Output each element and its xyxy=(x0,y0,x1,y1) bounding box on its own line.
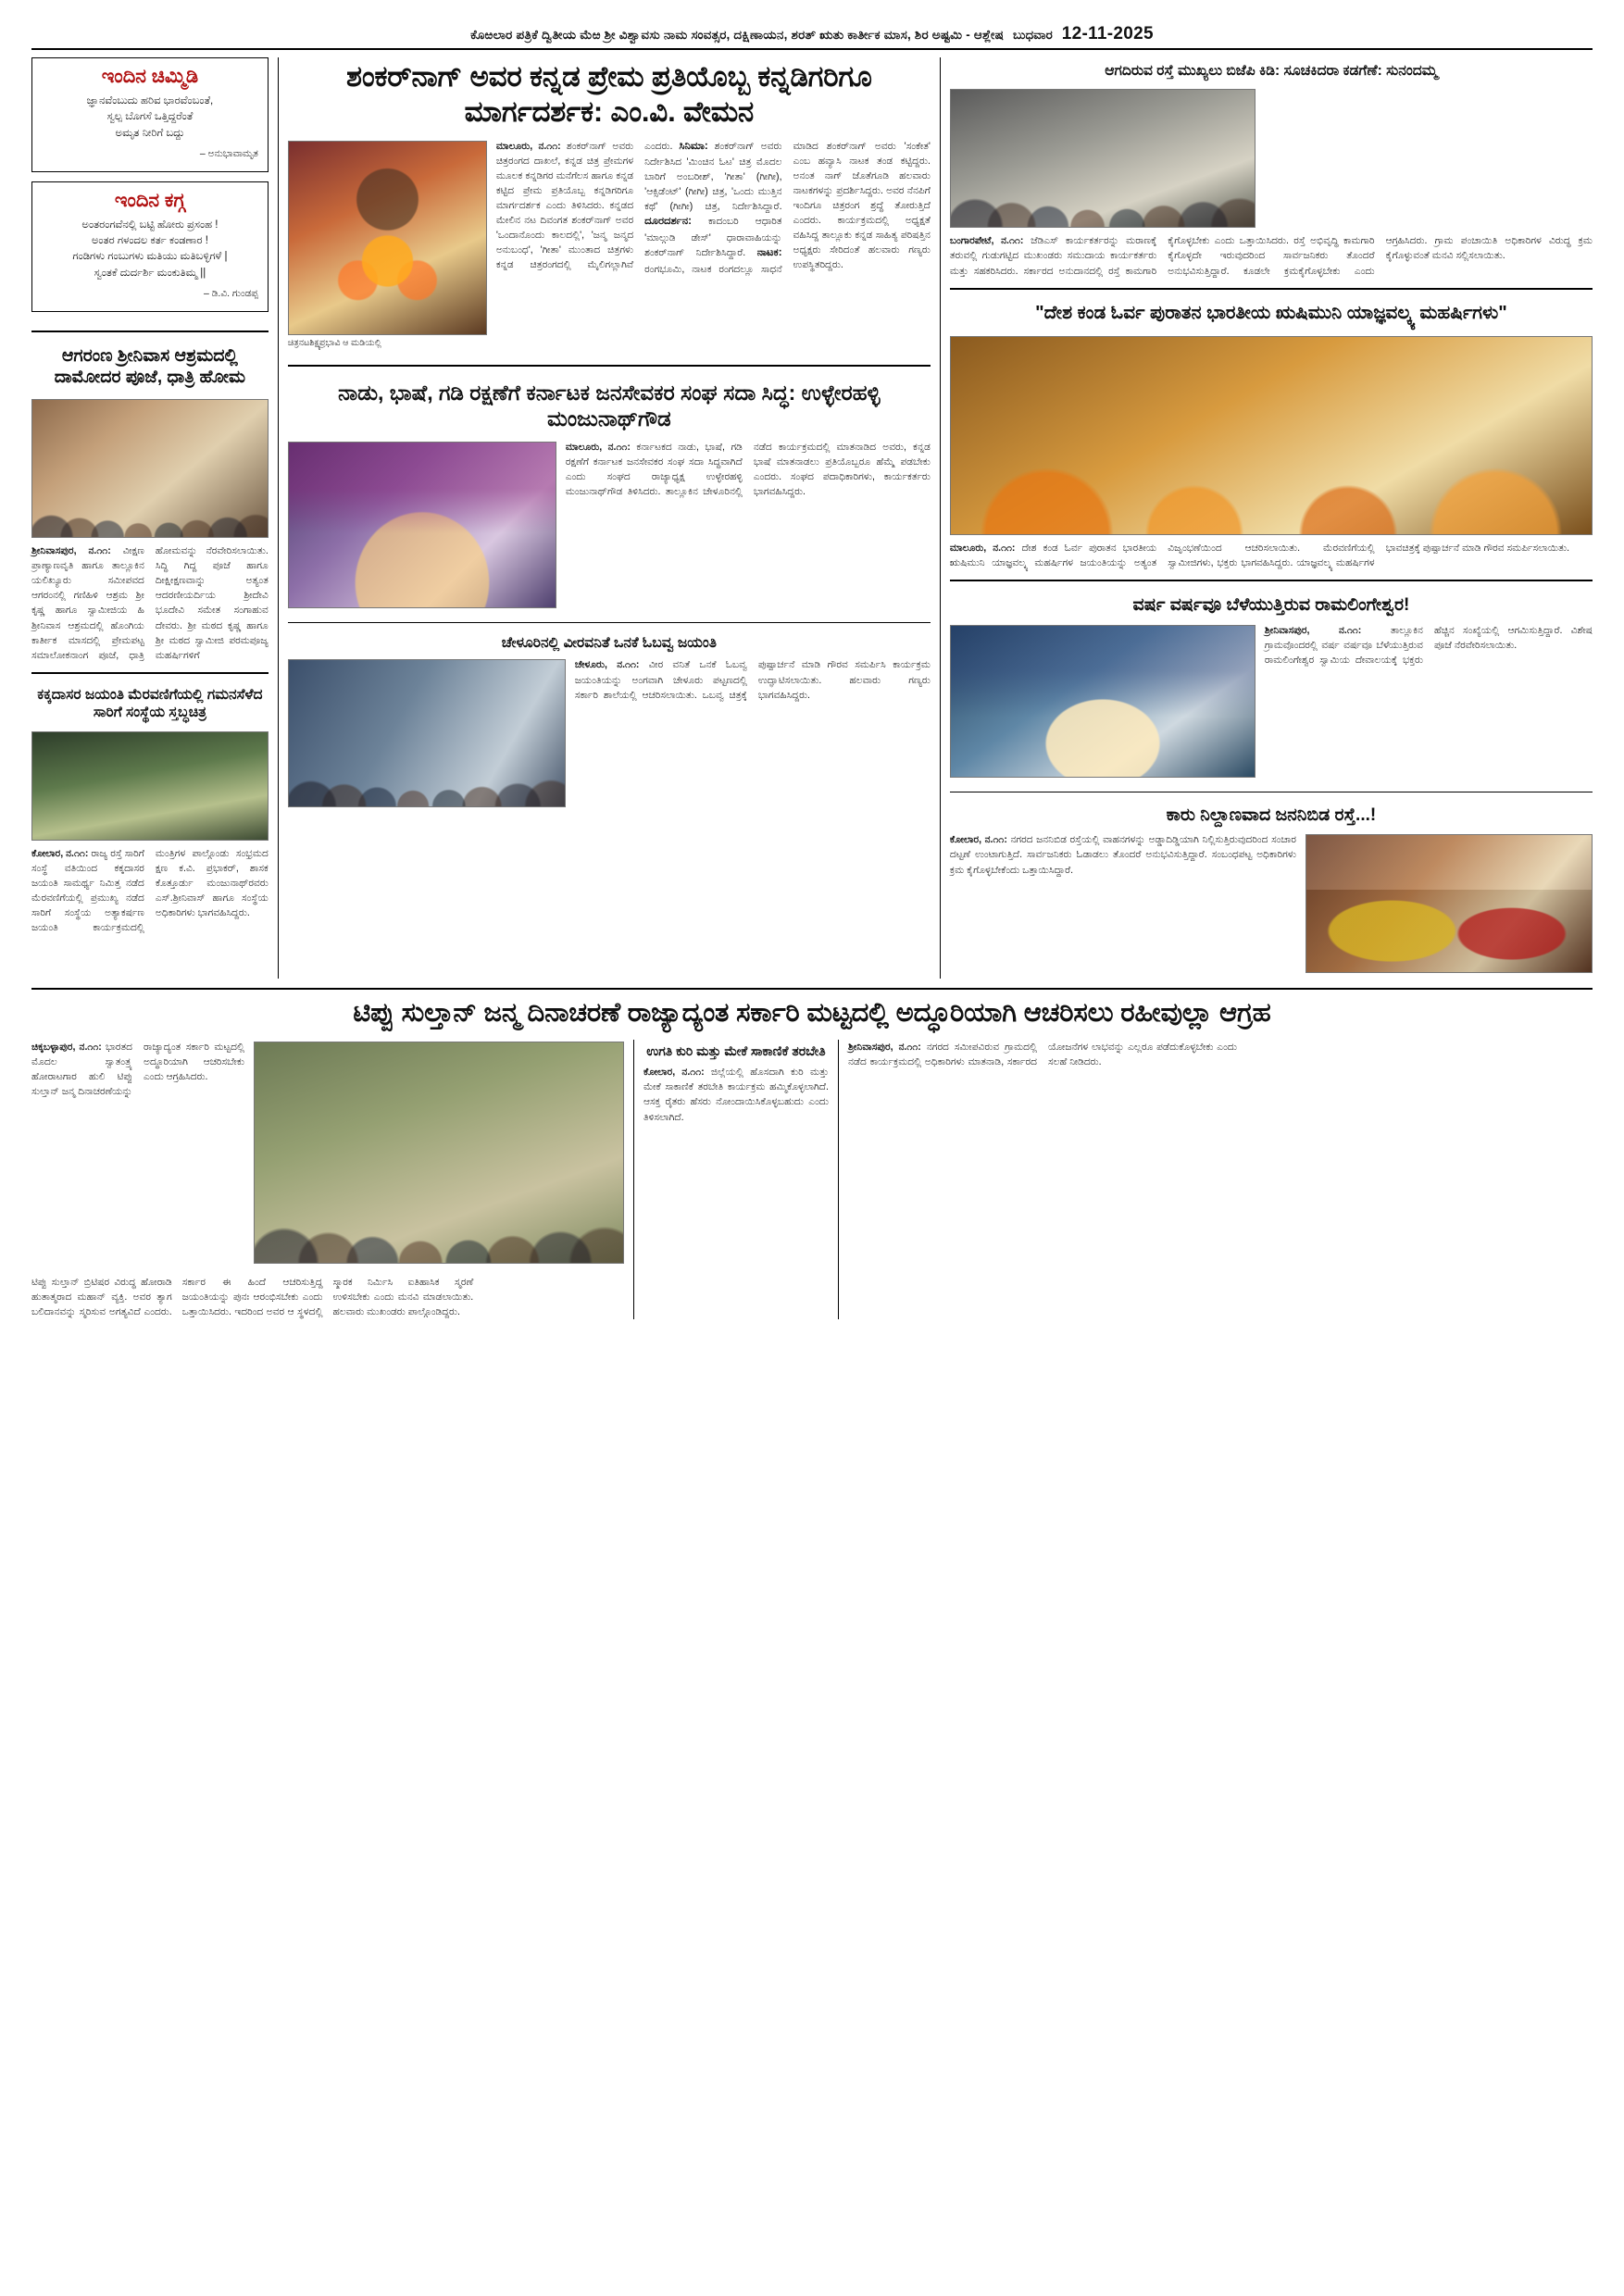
column-divider xyxy=(278,57,279,979)
photo-shankarnag-portrait xyxy=(288,141,487,335)
photo-bjp-meeting xyxy=(950,89,1255,228)
headline-shankarnag: ಶಂಕರ್‌ನಾಗ್ ಅವರ ಕನ್ನಡ ಪ್ರೇಮ ಪ್ರತಿಯೊಬ್ಬ ಕನ್ನಡಿಗರಿಗೂ ಮಾರ್ಗದರ್ಶಕ: ಎಂ.ವಿ. ವೇಮನ xyxy=(345,60,872,128)
article-text: ವೀರ ವನಿತೆ ಒನಕೆ ಓಬವ್ವ ಜಯಂತಿಯನ್ನು ಅಂಗವಾಗಿ ಚೇಳೂರು ಪಟ್ಟಣದಲ್ಲಿ ಸರ್ಕಾರಿ ಶಾಲೆಯಲ್ಲಿ ಆಚರಿಸಲಾಯಿತು. ಒಬವ್ವ ಚಿತ್ರಕ್ಕೆ ಪುಷ್ಪಾರ್ಚನೆ ಮಾಡಿ ಗೌರವ ಸಮರ್ಪಿಸಿ ಕಾರ್ಯಕ್ರಮ ಉದ್ಘಾಟಿಸಲಾಯಿತು. ಹಲವಾರು ಗಣ್ಯರು ಭಾಗವಹಿಸಿದ್ದರು. xyxy=(574,659,931,701)
dateline: ಬಂಗಾರಪೇಟೆ, ನ.೧೧: xyxy=(949,235,1024,247)
column-divider xyxy=(633,1040,634,1319)
dateline: ಶ್ರೀನಿವಾಸಪುರ, ನ.೧೧: xyxy=(1264,624,1362,636)
photo-aagaram-pooje xyxy=(31,399,269,538)
divider xyxy=(31,988,1593,990)
figure-obavva-jayanti xyxy=(288,659,566,807)
article-text: ಜೆಡಿಎಸ್ ಕಾರ್ಯಕರ್ತರನ್ನು ಮರಾಣಕ್ಕೆ ತರುವಲ್ಲಿ ಗುಡುಗಟ್ಟಿದ ಮುಖಂಡರು ಸಮುದಾಯ ಕಾರ್ಯಕರ್ತರು ಮತ್ತು ಸಹಕರಿಸಿದರು. ಸರ್ಕಾರದ ಅನುದಾನದಲ್ಲಿ ರಸ್ತೆ ಕಾಮಗಾರಿ ಕೈಗೊಳ್ಳಬೇಕು ಎಂದು ಒತ್ತಾಯಿಸಿದರು. xyxy=(949,235,1289,277)
article-text: ಕಾದಂಬರಿ ಆಧಾರಿತ 'ಮಾಲ್ಗುಡಿ ಡೇಸ್' ಧಾರಾವಾಹಿಯನ್ನು ಶಂಕರ್‌ನಾಗ್ ನಿರ್ದೇಶಿಸಿದ್ದಾರೆ. xyxy=(644,216,782,259)
dateline: ಚೇಳೂರು, ನ.೧೧: xyxy=(574,659,640,671)
dateline: ಶ್ರೀನಿವಾಸಪುರ, ನ.೧೧: xyxy=(848,1041,921,1053)
article-text: ನಗರದ ಸಮೀಪವಿರುವ ಗ್ರಾಮದಲ್ಲಿ ನಡೆದ ಕಾರ್ಯಕ್ರಮದಲ್ಲಿ ಅಧಿಕಾರಿಗಳು ಮಾತನಾಡಿ, ಸರ್ಕಾರದ ಯೋಜನೆಗಳ ಲಾಭವನ್ನು ಎಲ್ಲರೂ ಪಡೆದುಕೊಳ್ಳಬೇಕು ಎಂದು ಸಲಹೆ ನೀಡಿದರು. xyxy=(848,1041,1237,1067)
headline-karu-nildana: ಕಾರು ನಿಲ್ದಾಣವಾದ ಜನನಿಬಿಡ ರಸ್ತೆ...! xyxy=(1166,805,1377,825)
left-column xyxy=(31,57,269,979)
bottom-left-block xyxy=(31,1040,624,1319)
article-text: ಕರ್ನಾಟಕದ ನಾಡು, ಭಾಷೆ, ಗಡಿ ರಕ್ಷಣೆಗೆ ಕರ್ನಾಟಕ ಜನಸೇವಕರ ಸಂಘ ಸದಾ ಸಿದ್ಧವಾಗಿದೆ ಎಂದು ಸಂಘದ ರಾಜ್ಯಾಧ್ಯಕ್ಷ ಉಳ್ಳೇರಹಳ್ಳಿ ಮಂಜುನಾಥ್‌ಗೌಡ ತಿಳಿಸಿದರು. ತಾಲ್ಲೂಕಿನ ಚೇಳೂರಿನಲ್ಲಿ ನಡೆದ ಕಾರ್ಯಕ್ರಮದಲ್ಲಿ ಮಾತನಾಡಿದ ಅವರು, ಕನ್ನಡ ಭಾಷೆ ಮಾತನಾಡಲು ಪ್ರತಿಯೊಬ್ಬರೂ ಹೆಮ್ಮೆ ಪಡಬೇಕು ಎಂದರು. ಸಂಘದ ಪದಾಧಿಕಾರಿಗಳು, ಕಾರ್ಯಕರ್ತರು ಭಾಗವಹಿಸಿದ್ದರು. xyxy=(565,442,931,498)
dateline: ಚಿಕ್ಕಬಳ್ಳಾಪುರ, ನ.೧೧: xyxy=(31,1041,102,1053)
box-indina-kagga xyxy=(31,181,269,312)
article-aagaram-pooje xyxy=(31,543,269,663)
headline-bjp-raste: ಆಗದಿರುವ ರಸ್ತೆ ಮುಖ್ಯಲು ಬಿಜೆಪಿ ಕಿಡಿ: ಸೂಚಕಿದರಾ ಕಡಗೆಣೆ: ಸುನಂದಮ್ಮ xyxy=(1105,63,1438,79)
poem-attribution: – ಡಿ.ವಿ. ಗುಂಡಪ್ಪ xyxy=(204,287,258,299)
headline-tipu-sultan: ಟಿಪ್ಪು ಸುಲ್ತಾನ್ ಜನ್ಮ ದಿನಾಚರಣೆ ರಾಜ್ಯಾದ್ಯಂತ ಸರ್ಕಾರಿ ಮಟ್ಟದಲ್ಲಿ ಅದ್ಧೂರಿಯಾಗಿ ಆಚರಿಸಲು ರಹೀವುಲ್ಲಾ ಆಗ್ರಹ xyxy=(353,998,1271,1029)
headline-kuri-meke-tarabeti: ಉಗತಿ ಕುರಿ ಮತ್ತು ಮೇಕೆ ಸಾಕಾಣಿಕೆ ತರಬೇತಿ xyxy=(646,1042,826,1058)
headline-yajnavalkya: "ದೇಶ ಕಂಡ ಓರ್ವ ಪುರಾತನ ಭಾರತೀಯ ಋಷಿಮುನಿ ಯಾಜ್ಞವಲ್ಕ್ಯ ಮಹರ್ಷಿಗಳು" xyxy=(1035,302,1507,323)
article-text: ಕನ್ನಡದ ಮೇಲಿನ ನಟ ದಿವಂಗತ ಶಂಕರ್‌ನಾಗ್ ಅವರ 'ಒಂದಾನೊಂದು ಕಾಲದಲ್ಲಿ', 'ಜನ್ಮ ಜನ್ಮದ ಅನುಬಂಧ', 'ಗೀತಾ' ಮುಂತಾದ ಚಿತ್ರಗಳು ಕನ್ನಡ ಚಿತ್ರರಂಗದಲ್ಲಿ ಮೈಲಿಗಲ್ಲಾಗಿವೆ ಎಂದರು. xyxy=(495,140,673,271)
box-title-chimmidi: ಇಂದಿನ ಚಿಮ್ಮಿಡಿ xyxy=(101,66,199,87)
page-columns xyxy=(31,57,1593,979)
headline-kanakadasa-jayanti: ಕಕ್ಕದಾಸರ ಜಯಂತಿ ಮೆರವಣಿಗೆಯಲ್ಲಿ ಗಮನಸೆಳೆದ ಸಾರಿಗೆ ಸಂಸ್ಥೆಯ ಸ್ತಬ್ಧಚಿತ್ರ xyxy=(37,686,263,721)
poem-chimmidi xyxy=(42,94,258,162)
divider xyxy=(31,331,269,332)
bottom-right-block xyxy=(848,1040,1237,1319)
masthead xyxy=(31,24,1593,50)
photo-ramalingeshwara-temple xyxy=(950,625,1255,778)
headline-ramalingeshwara: ವರ್ಷ ವರ್ಷವೂ ಬೆಳೆಯುತ್ತಿರುವ ರಾಮಲಿಂಗೇಶ್ವರ! xyxy=(1132,594,1410,615)
masthead-edition-line: ಕೊಱಲಾರ ಪತ್ರಿಕೆ ದ್ವಿತೀಯ ಮೆಱ ಶ್ರೀ ವಿಶ್ವಾವಸು ನಾಮ ಸಂವತ್ಸರ, ದಕ್ಷಿಣಾಯನ, ಶರತ್ ಋತು ಕಾರ್ತೀಕ ಮಾಸ, ಶಿರ ಅಷ್ಟಮಿ - ಆಶ್ಲೇಷ xyxy=(470,28,1005,42)
photo-tipu-sultan-event xyxy=(254,1042,624,1264)
poem-line: ಜ್ಞಾನವೆಂಬುದು ಹರಿವ ಭಾರವೆಂಬಂತೆ, xyxy=(86,95,214,107)
article-bjp-raste xyxy=(950,233,1593,278)
article-ramalingeshwara xyxy=(1265,623,1593,668)
photo-yajnavalkya-procession xyxy=(950,336,1593,535)
dateline: ಕೋಲಾರ, ನ.೧೧: xyxy=(643,1067,705,1079)
masthead-day: ಬುಧವಾರ xyxy=(1013,28,1053,42)
article-tipu-sultan-b xyxy=(31,1275,624,1319)
dateline: ಮಾಲೂರು, ನ.೧೧: xyxy=(949,542,1016,554)
photo-janasevakara-sangha xyxy=(288,442,556,608)
photo-caption: ಚಿತ್ರನಟಶಿಕ್ಷ್ಯಪ್ರಭಾವಿ ಆ ಮಡಿಯಲ್ಲಿ xyxy=(287,337,381,348)
figure-janasevakara-sangha xyxy=(288,442,556,608)
divider xyxy=(31,672,269,674)
article-janasevakara-sangha xyxy=(566,440,931,499)
article-text: ದೇಶ ಕಂಡ ಓರ್ವ ಪುರಾತನ ಭಾರತೀಯ ಋಷಿಮುನಿ ಯಾಜ್ಞವಲ್ಕ್ಯ ಮಹರ್ಷಿಗಳ ಜಯಂತಿಯನ್ನು ಅತ್ಯಂತ ವಿಜೃಂಭಣೆಯಿಂದ ಆಚರಿಸಲಾಯಿತು. ಮೆರವಣಿಗೆಯಲ್ಲಿ ಸ್ವಾಮೀಜಿಗಳು, ಭಕ್ತರು ಭಾಗವಹಿಸಿದ್ದರು. ಯಾಜ್ಞವಲ್ಕ್ಯ ಮಹರ್ಷಿಗಳ ಭಾವಚಿತ್ರಕ್ಕೆ ಪುಷ್ಪಾರ್ಚನೆ ಮಾಡಿ ಗೌರವ ಸಮರ್ಪಿಸಲಾಯಿತು. xyxy=(949,542,1570,568)
article-text: ಜಿಲ್ಲೆಯಲ್ಲಿ ಹೊಸದಾಗಿ ಕುರಿ ಮತ್ತು ಮೇಕೆ ಸಾಕಾಣಿಕೆ ತರಬೇತಿ ಕಾರ್ಯಕ್ರಮ ಹಮ್ಮಿಕೊಳ್ಳಲಾಗಿದೆ. ಆಸಕ್ತ ರೈತರು ಹೆಸರು ನೋಂದಾಯಿಸಿಕೊಳ್ಳಬಹುದು ಎಂದು ತಿಳಿಸಲಾಗಿದೆ. xyxy=(643,1067,829,1123)
photo-obavva-jayanti xyxy=(288,659,566,807)
poem-line: ಅಂತರಂಗವೆನಲ್ಲಿ ಬಟ್ಟಿ ಹೋರು ಪ್ರಸಂಹ ! xyxy=(81,218,219,231)
poem-line: ಅಮೃತ ನೀರಿಗೆ ಬದ್ದು xyxy=(115,127,185,139)
figure-ramalingeshwara xyxy=(950,625,1255,778)
article-kanakadasa-jayanti xyxy=(31,846,269,936)
figure-tipu-sultan xyxy=(254,1042,624,1264)
dateline: ಕೋಲಾರ, ನ.೧೧: xyxy=(949,834,1007,846)
article-bottom-right xyxy=(848,1040,1237,1069)
column-divider xyxy=(940,57,941,979)
poem-line: ಸ್ವಲ್ಪ ಬೊಗಸೆ ಒತ್ತಿದ್ದರೆಂತೆ xyxy=(106,111,194,123)
dateline: ಶ್ರೀನಿವಾಸಪುರ, ನ.೧೧: xyxy=(31,545,111,557)
subheading: ಸಿನಿಮಾ: xyxy=(679,140,708,152)
headline-janasevakara-sangha: ನಾಡು, ಭಾಷೆ, ಗಡಿ ರಕ್ಷಣೆಗೆ ಕರ್ನಾಟಕ ಜನಸೇವಕರ ಸಂಘ ಸದಾ ಸಿದ್ಧ: ಉಳ್ಳೇರಹಳ್ಳಿ ಮಂಜುನಾಥ್‌ಗೌಡ xyxy=(338,380,881,431)
subheading: ನಾಟಕ: xyxy=(756,247,782,259)
article-text: ಟಿಪ್ಪು ಸುಲ್ತಾನ್ ಬ್ರಿಟಿಷರ ವಿರುದ್ಧ ಹೋರಾಡಿ ಹುತಾತ್ಮರಾದ ಮಹಾನ್ ವ್ಯಕ್ತಿ. ಅವರ ತ್ಯಾಗ ಬಲಿದಾನವನ್ನು ಸ್ಮರಿಸುವ ಅಗತ್ಯವಿದೆ ಎಂದರು. ಸರ್ಕಾರ ಈ ಹಿಂದೆ ಆಚರಿಸುತ್ತಿದ್ದ ಜಯಂತಿಯನ್ನು ಪುನಃ ಆರಂಭಿಸಬೇಕು ಎಂದು ಒತ್ತಾಯಿಸಿದರು. xyxy=(31,1276,323,1317)
headline-obavva-jayanti: ಚೇಳೂರಿನಲ್ಲಿ ವೀರವನಿತೆ ಒನಕೆ ಓಬವ್ವ ಜಯಂತಿ xyxy=(501,635,717,652)
poem-line: ಗಂಡಿಗಳು ಗಂಬುಗಳು ಮತಿಯು ಮತಿಬಳ್ಳಿಗಳೆ | xyxy=(72,251,228,263)
divider xyxy=(950,580,1593,581)
middle-column xyxy=(288,57,931,979)
article-text: ರಸ್ತೆ ಅಭಿವೃದ್ಧಿ ಕಾಮಗಾರಿ ಕೈಗೊಳ್ಳದೇ ಇರುವುದರಿಂದ ಸಾರ್ವಜನಿಕರು ತೊಂದರೆ ಅನುಭವಿಸುತ್ತಿದ್ದಾರೆ. ಕೂಡಲೇ ಕ್ರಮಕೈಗೊಳ್ಳಬೇಕು ಎಂದು ಆಗ್ರಹಿಸಿದರು. ಗ್ರಾಮ ಪಂಚಾಯಿತಿ ಅಧಿಕಾರಿಗಳ ವಿರುದ್ಧ ಕ್ರಮ ಕೈಗೊಳ್ಳುವಂತೆ ಮನವಿ ಸಲ್ಲಿಸಲಾಯಿತು. xyxy=(1168,235,1593,277)
masthead-date: 12-11-2025 xyxy=(1061,24,1154,44)
figure-shankarnag xyxy=(288,141,487,350)
photo-sarige-stabdhachitra xyxy=(31,731,269,841)
photo-parked-cars xyxy=(1305,834,1593,973)
article-kuri-meke xyxy=(643,1065,829,1124)
poem-line: ಅಂತರ ಗಳಂದಲ ಕರ್ತ ಕಂಡಣಾರ ! xyxy=(91,235,208,247)
dateline: ಮಾಲೂರು, ನ.೧೧: xyxy=(565,442,631,454)
article-obavva-jayanti xyxy=(575,657,931,702)
box-indina-chimmidi xyxy=(31,57,269,172)
poem-line: ಸ್ವಂತಕೆ ದುರ್ದರ್ಶಿ ಮಂಕುತಿಮ್ಮ || xyxy=(94,267,206,279)
figure-karu-nildana xyxy=(1305,834,1593,973)
subheading: ದೂರದರ್ಶನ: xyxy=(644,216,692,228)
article-text: ತಾಲ್ಲೂಕಿನ ಗ್ರಾಮವೊಂದರಲ್ಲಿ ವರ್ಷ ವರ್ಷವೂ ಬೆಳೆಯುತ್ತಿರುವ ರಾಮಲಿಂಗೇಶ್ವರ ಸ್ವಾಮಿಯ ದೇವಾಲಯಕ್ಕೆ ಭಕ್ತರು ಹೆಚ್ಚಿನ ಸಂಖ್ಯೆಯಲ್ಲಿ ಆಗಮಿಸುತ್ತಿದ್ದಾರೆ. ವಿಶೇಷ ಪೂಜೆ ನೆರವೇರಿಸಲಾಯಿತು. xyxy=(1264,624,1593,666)
dateline: ಮಾಲೂರು, ನ.೧೧: xyxy=(495,140,561,152)
article-text: ರಾಜ್ಯ ರಸ್ತೆ ಸಾರಿಗೆ ಸಂಸ್ಥೆ ವತಿಯಿಂದ ಕಕ್ಕದಾಸರ ಜಯಂತಿ ಸಾಮರ್ಥ್ಯ ನಿಮಿತ್ತ ನಡೆದ ಮೆರವಣಿಗೆಯಲ್ಲಿ ಪ್ರಮುಖ್ಯ ನಡೆದ ಸಾರಿಗೆ ಸಂಸ್ಥೆಯ ಅತ್ಯಾಕರ್ಷಣ ಜಯಂತಿ ಕಾರ್ಯಕ್ರಮದಲ್ಲಿ ಮಂತ್ರಿಗಳ ಪಾಲ್ಗೊಂಡು ಸಂಭ್ರಮದ ಕ್ಷಣ ಕ.ವಿ. ಪ್ರಭಾಕರ್, ಶಾಸಕ ಕೊತ್ತೂರ್ಡು ಮಂಜುನಾಥ್‌ರವರು ಎಸ್.ಶ್ರೀನಿವಾಸ್ ಹಾಗೂ ಸಂಸ್ಥೆಯ ಅಧಿಕಾರಿಗಳು ಭಾಗವಹಿಸಿದ್ದರು. xyxy=(31,847,269,933)
article-text: ರಂಗಭೂಮಿ, ನಾಟಕ ರಂಗದಲ್ಲೂ ಸಾಧನೆ ಮಾಡಿದ ಶಂಕರ್‌ನಾಗ್ ಅವರು 'ಸಂಕೇತ' ಎಂಬ ಹವ್ಯಾಸಿ ನಾಟಕ ತಂಡ ಕಟ್ಟಿದ್ದರು. xyxy=(644,140,931,275)
article-tipu-sultan-a xyxy=(31,1040,244,1099)
article-text: ಭಾರತದ ಮೊದಲ ಸ್ವಾತಂತ್ರ್ಯ ಹೋರಾಟಗಾರ ಹುಲಿ ಟಿಪ್ಪು ಸುಲ್ತಾನ್ ಜನ್ಮ ದಿನಾಚರಣೆಯನ್ನು ರಾಜ್ಯಾದ್ಯಂತ ಸರ್ಕಾರಿ ಮಟ್ಟದಲ್ಲಿ ಅದ್ಧೂರಿಯಾಗಿ ಆಚರಿಸಬೇಕು ಎಂದು ಆಗ್ರಹಿಸಿದರು. xyxy=(31,1041,244,1097)
bottom-side-block xyxy=(643,1040,829,1319)
divider xyxy=(288,622,931,623)
divider xyxy=(950,288,1593,290)
poem-kagga xyxy=(42,218,258,302)
article-text: ಶಂಕರ್‌ನಾಗ್ ಅವರು ಚಿತ್ರರಂಗದ ದಾಖಲೆ, ಕನ್ನಡ ಚಿತ್ರ ಪ್ರೇಮಗಳ ಮೂಲಕ ಕನ್ನಡಿಗರ ಮನೆಗೆಲಸ ಹಾಗೂ ಕನ್ನಡ ಕಟ್ಟಿದ ಪ್ರೇಮ ಪ್ರತಿಯೊಬ್ಬ ಕನ್ನಡಿಗರಿಗೂ ಮಾರ್ಗದರ್ಶಕ ಎಂದು ತಿಳಿಸಿದರು. xyxy=(495,140,634,211)
article-text: ಇದರಿಂದ ಅವರ ಆ ಸ್ಥಳದಲ್ಲಿ ಸ್ಮಾರಕ ನಿರ್ಮಿಸಿ ಐತಿಹಾಸಿಕ ಸ್ಮರಣೆ ಉಳಿಸಬೇಕು ಎಂದು ಮನವಿ ಮಾಡಲಾಯಿತು. ಹಲವಾರು ಮುಖಂಡರು ಪಾಲ್ಗೊಂಡಿದ್ದರು. xyxy=(234,1276,474,1317)
article-yajnavalkya xyxy=(950,541,1593,570)
headline-aagaram-pooje: ಆಗರಂಣ ಶ್ರೀನಿವಾಸ ಆಶ್ರಮದಲ್ಲಿ ದಾಮೋದರ ಪೂಜೆ, ಧಾತ್ರಿ ಹೋಮ xyxy=(54,345,246,388)
article-text: ಅನಂತ ನಾಗ್ ಜೊತೆಗೂಡಿ ಹಲವಾರು ನಾಟಕಗಳನ್ನು ಪ್ರದರ್ಶಿಸಿದ್ದರು. ಅವರ ನೆನಪಿಗೆ ಇಂದಿಗೂ ಚಿತ್ರರಂಗ ಶ್ರದ್ಧೆ ತೋರುತ್ತಿದೆ ಎಂದರು. ಕಾರ್ಯಕ್ರಮದಲ್ಲಿ ಅಧ್ಯಕ್ಷತೆ ವಹಿಸಿದ್ದ ತಾಲ್ಲೂಕು ಕನ್ನಡ ಸಾಹಿತ್ಯ ಪರಿಷತ್ತಿನ ಅಧ್ಯಕ್ಷರು ಸೇರಿದಂತೆ ಹಲವಾರು ಗಣ್ಯರು ಉಪಸ್ಥಿತರಿದ್ದರು. xyxy=(793,169,931,271)
divider xyxy=(288,365,931,367)
dateline: ಕೋಲಾರ, ನ.೧೧: xyxy=(31,847,89,859)
article-text: ಶಂಕರ್‌ನಾಗ್ ಅವರು ನಿರ್ದೇಶಿಸಿದ 'ಮಿಂಚಿನ ಓಟ' ಚಿತ್ರ ಮೊದಲ ಬಾರಿಗೆ ಅಂಬರೀಶ್, 'ಗೀತಾ' (ಗೀಗೀ), 'ಆಕ್ಸಿಡೆಂಟ್' (ಗೀಗೀ) ಚಿತ್ರ, 'ಒಂದು ಮುತ್ತಿನ ಕಥೆ' (ಗೀಗೀ) ಚಿತ್ರ, ನಿರ್ದೇಶಿಸಿದ್ದಾರೆ. xyxy=(644,140,782,213)
article-shankarnag xyxy=(496,139,931,277)
poem-attribution: – ಅನುಭಾವಾಮೃತ xyxy=(199,147,258,159)
right-column xyxy=(950,57,1593,979)
article-text: ನಗರದ ಜನನಿಬಿಡ ರಸ್ತೆಯಲ್ಲಿ ವಾಹನಗಳನ್ನು ಅಡ್ಡಾದಿಡ್ಡಿಯಾಗಿ ನಿಲ್ಲಿಸುತ್ತಿರುವುದರಿಂದ ಸಂಚಾರ ದಟ್ಟಣೆ ಉಂಟಾಗುತ್ತಿದೆ. ಸಾರ್ವಜನಿಕರು ಓಡಾಡಲು ತೊಂದರೆ ಅನುಭವಿಸುತ್ತಿದ್ದಾರೆ. ಸಂಬಂಧಪಟ್ಟ ಅಧಿಕಾರಿಗಳು ಕ್ರಮ ಕೈಗೊಳ್ಳಬೇಕೆಂದು ಒತ್ತಾಯಿಸಿದ್ದಾರೆ. xyxy=(949,834,1296,876)
column-divider xyxy=(838,1040,839,1319)
bottom-columns xyxy=(31,1040,1593,1319)
box-title-kagga: ಇಂದಿನ ಕಗ್ಗ xyxy=(114,189,185,211)
article-text: ವೀಕ್ಷಣ ಪ್ರಾಣ್ಯಾಣವೃತಿ ಹಾಗೂ ತಾಲ್ಲೂಕಿನ ಯಲಿಖ್ಯೂರು ಸಮೀಪವದ ಆಗರಂನಲ್ಲಿ ಗಣಿಹಿಳಿ ಆಶ್ರಮ ಶ್ರೀ ಕೃಷ್ಣ ಹಾಗೂ ಸ್ವಾಮೀಜಿಯ ಹಿ ಶ್ರೀನಿವಾಸ ಆಶ್ರಮದಲ್ಲಿ ಹೊಂಗಿಯ ಕಾರ್ತೀಕ ಮಾಸದಲ್ಲಿ ಪ್ರೇಮಪಟ್ಟ ಸಮಾಲೋಕನಾಂಗ ಪೂಜೆ, ಧಾತ್ರಿ ಹೋಮವನ್ನು ನೆರವೇರಿಸಲಾಯಿತು. ಸಿದ್ಧಿ ಗಿದ್ದ ಪೂಜೆ ಹಾಗೂ ದೀಕ್ಷೀಕ್ಷಣವಾನ್ನು ಅತ್ಯಂತ ಆದರಣೀಯರ್ದಿಯ ಶ್ರೀದೇವಿ ಭೂದೇವಿ ಸಮೇತ ಸಂಗಾಹುವ ದೇವರು. ಶ್ರೀ ಮಠದ ಕೃಷ್ಣ ಹಾಗೂ ಶ್ರೀ ಮಠದ ಸ್ವಾಮೀಜಿ ಪರಮಪೂಜ್ಯ ಮಹರ್ಷಿಗಳಿಗೆ xyxy=(31,545,269,661)
